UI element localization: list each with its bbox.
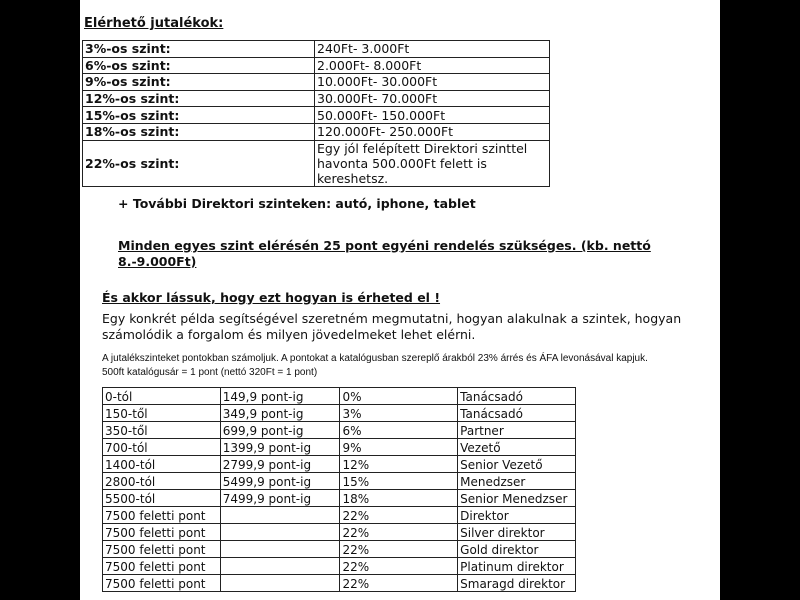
level-percent-cell: 15% [340, 473, 458, 490]
commission-table [82, 40, 550, 187]
level-to-cell: 5499,9 pont-ig [220, 473, 340, 490]
level-to-cell: 1399,9 pont-ig [220, 439, 340, 456]
level-from-cell: 2800-tól [103, 473, 221, 490]
commission-row [83, 74, 550, 91]
commission-level-cell: 3%-os szint: [83, 41, 315, 58]
level-row [103, 388, 576, 405]
commission-level-cell: 6%-os szint: [83, 57, 315, 74]
level-row [103, 558, 576, 575]
level-row [103, 490, 576, 507]
level-from-cell: 7500 feletti pont [103, 524, 221, 541]
commission-range-cell: 2.000Ft- 8.000Ft [315, 57, 550, 74]
level-percent-cell: 22% [340, 507, 458, 524]
example-paragraph: Egy konkrét példa segítségével szeretném megmutatni, hogyan alakulnak a szintek, hogyan számolódik a forgalom és milyen jövedelmeket lehet elérni. [102, 311, 682, 342]
level-from-cell: 7500 feletti pont [103, 541, 221, 558]
level-row [103, 439, 576, 456]
level-title-cell: Vezető [458, 439, 576, 456]
level-to-cell: 2799,9 pont-ig [220, 456, 340, 473]
commission-row [83, 107, 550, 124]
commission-row [83, 90, 550, 107]
level-row [103, 473, 576, 490]
level-percent-cell: 6% [340, 422, 458, 439]
commission-row [83, 140, 550, 186]
level-title-cell: Partner [458, 422, 576, 439]
level-title-cell: Direktor [458, 507, 576, 524]
level-to-cell [220, 507, 340, 524]
commission-range-cell: 50.000Ft- 150.000Ft [315, 107, 550, 124]
level-title-cell: Tanácsadó [458, 405, 576, 422]
level-percent-cell: 22% [340, 558, 458, 575]
level-title-cell: Gold direktor [458, 541, 576, 558]
level-row [103, 507, 576, 524]
level-title-cell: Tanácsadó [458, 388, 576, 405]
level-from-cell: 7500 feletti pont [103, 507, 221, 524]
level-from-cell: 350-től [103, 422, 221, 439]
level-to-cell: 349,9 pont-ig [220, 405, 340, 422]
commission-row [83, 123, 550, 140]
level-to-cell: 7499,9 pont-ig [220, 490, 340, 507]
level-title-cell: Menedzser [458, 473, 576, 490]
level-from-cell: 700-tól [103, 439, 221, 456]
points-explanation-line-1: A jutalékszinteket pontokban számoljuk. A pontokat a katalógusban szereplő árakból 23% árrés és ÁFA levonásával kapjuk. [102, 353, 648, 364]
points-explanation [102, 352, 717, 380]
level-percent-cell: 9% [340, 439, 458, 456]
level-row [103, 524, 576, 541]
level-to-cell: 699,9 pont-ig [220, 422, 340, 439]
level-percent-cell: 18% [340, 490, 458, 507]
level-to-cell [220, 524, 340, 541]
commission-row [83, 57, 550, 74]
example-heading: És akkor lássuk, hogy ezt hogyan is érheted el ! [102, 290, 441, 305]
level-row [103, 456, 576, 473]
commission-row [83, 41, 550, 58]
level-title-cell: Senior Vezető [458, 456, 576, 473]
level-from-cell: 1400-tól [103, 456, 221, 473]
level-to-cell [220, 575, 340, 592]
points-explanation-line-2: 500ft katalógusár = 1 pont (nettó 320Ft = 1 pont) [102, 367, 318, 378]
level-from-cell: 5500-tól [103, 490, 221, 507]
commission-level-cell: 9%-os szint: [83, 74, 315, 91]
extra-perks-text: + További Direktori szinteken: autó, iphone, tablet [118, 196, 476, 211]
level-title-cell: Silver direktor [458, 524, 576, 541]
level-title-cell: Senior Menedzser [458, 490, 576, 507]
level-from-cell: 7500 feletti pont [103, 575, 221, 592]
level-percent-cell: 12% [340, 456, 458, 473]
level-title-cell: Smaragd direktor [458, 575, 576, 592]
level-to-cell [220, 558, 340, 575]
commission-range-cell: Egy jól felépített Direktori szinttel havonta 500.000Ft felett is kereshetsz. [315, 140, 550, 186]
level-percent-cell: 3% [340, 405, 458, 422]
commission-level-cell: 18%-os szint: [83, 123, 315, 140]
level-row [103, 422, 576, 439]
commission-range-cell: 10.000Ft- 30.000Ft [315, 74, 550, 91]
commission-level-cell: 22%-os szint: [83, 140, 315, 186]
level-to-cell: 149,9 pont-ig [220, 388, 340, 405]
commission-range-cell: 30.000Ft- 70.000Ft [315, 90, 550, 107]
levels-table [102, 387, 576, 592]
level-percent-cell: 22% [340, 575, 458, 592]
level-from-cell: 7500 feletti pont [103, 558, 221, 575]
level-percent-cell: 0% [340, 388, 458, 405]
commissions-heading: Elérhető jutalékok: [84, 16, 224, 31]
level-from-cell: 150-től [103, 405, 221, 422]
commission-range-cell: 120.000Ft- 250.000Ft [315, 123, 550, 140]
commission-range-cell: 240Ft- 3.000Ft [315, 41, 550, 58]
level-row [103, 575, 576, 592]
level-from-cell: 0-tól [103, 388, 221, 405]
commission-level-cell: 15%-os szint: [83, 107, 315, 124]
document-page [80, 0, 720, 600]
level-row [103, 405, 576, 422]
level-percent-cell: 22% [340, 541, 458, 558]
level-title-cell: Platinum direktor [458, 558, 576, 575]
points-requirement-note: Minden egyes szint elérésén 25 pont egyéni rendelés szükséges. (kb. nettó 8.-9.000Ft) [118, 238, 651, 269]
level-row [103, 541, 576, 558]
level-to-cell [220, 541, 340, 558]
commission-level-cell: 12%-os szint: [83, 90, 315, 107]
level-percent-cell: 22% [340, 524, 458, 541]
